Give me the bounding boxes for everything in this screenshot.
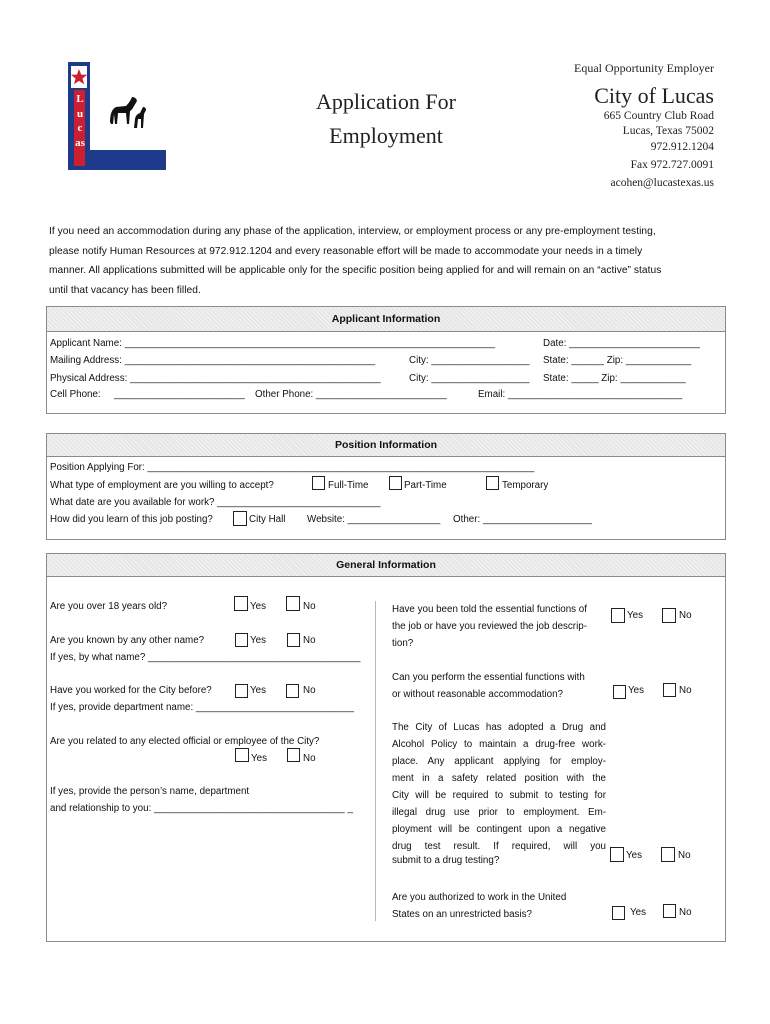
title-line-2: Employment bbox=[329, 123, 443, 148]
over-18-yes-checkbox[interactable] bbox=[234, 596, 248, 611]
position-information-section bbox=[46, 433, 726, 540]
temporary-label: Temporary bbox=[502, 480, 549, 491]
yes-label: Yes bbox=[250, 635, 266, 646]
related-yes-checkbox[interactable] bbox=[235, 748, 249, 762]
worked-before-yes-checkbox[interactable] bbox=[235, 684, 248, 698]
essential-functions-no-checkbox[interactable] bbox=[662, 608, 676, 623]
email-field[interactable]: Email: ________________________________ bbox=[478, 389, 683, 400]
applicant-information-section bbox=[46, 306, 726, 414]
accommodation-notice bbox=[49, 222, 721, 300]
known-by-no-checkbox[interactable] bbox=[287, 633, 300, 647]
physical-address-field[interactable]: Physical Address: ______________________________________________ bbox=[50, 373, 381, 384]
address-line-2: Lucas, Texas 75002 bbox=[622, 125, 714, 137]
work-authorization-question-line: Are you authorized to work in the United bbox=[392, 892, 567, 903]
drug-policy-line: drug test result. If required, will you bbox=[392, 841, 606, 852]
fax-number: Fax 972.727.0091 bbox=[630, 159, 714, 171]
drug-policy-line: submit to a drug testing? bbox=[392, 855, 500, 866]
perform-functions-question-line: Can you perform the essential functions with bbox=[392, 672, 585, 683]
essential-functions-question-line: tion? bbox=[392, 638, 414, 649]
related-no-checkbox[interactable] bbox=[287, 748, 300, 762]
work-authorization-question-line: States on an unrestricted basis? bbox=[392, 909, 532, 920]
drug-policy-line: Alcohol Policy to maintain a drug-free work- bbox=[392, 739, 606, 750]
yes-label: Yes bbox=[630, 907, 646, 918]
work-authorization-yes-checkbox[interactable] bbox=[612, 906, 625, 920]
yes-label: Yes bbox=[628, 685, 644, 696]
mailing-address-field[interactable]: Mailing Address: ______________________________________________ bbox=[50, 355, 376, 366]
no-label: No bbox=[678, 850, 691, 861]
drug-policy-line: City will be required to submit to testing for bbox=[392, 790, 606, 801]
address-line-1: 665 Country Club Road bbox=[603, 110, 714, 122]
job-posting-source-question: How did you learn of this job posting? bbox=[50, 514, 213, 525]
over-18-no-checkbox[interactable] bbox=[286, 596, 300, 611]
mailing-city-field[interactable]: City: __________________ bbox=[409, 355, 530, 366]
no-label: No bbox=[679, 907, 692, 918]
yes-label: Yes bbox=[627, 610, 643, 621]
no-label: No bbox=[303, 601, 316, 612]
title-line-1: Application For bbox=[316, 89, 456, 114]
city-hall-label: City Hall bbox=[249, 514, 286, 525]
other-phone-field[interactable]: Other Phone: ________________________ bbox=[255, 389, 447, 400]
related-question: Are you related to any elected official or employee of the City? bbox=[50, 736, 320, 747]
work-authorization-no-checkbox[interactable] bbox=[663, 904, 676, 918]
perform-functions-question-line: or without reasonable accommodation? bbox=[392, 689, 564, 700]
over-18-question: Are you over 18 years old? bbox=[50, 601, 168, 612]
notice-line: please notify Human Resources at 972.912.1204 and every reasonable effort will be made to accommodate your needs in a timely bbox=[49, 245, 643, 257]
drug-policy-line: ployment will be contingent upon a negative bbox=[392, 824, 606, 835]
full-time-label: Full-Time bbox=[328, 480, 369, 491]
mailing-state-zip-field[interactable]: State: ______ Zip: ____________ bbox=[543, 355, 692, 366]
physical-city-field[interactable]: City: __________________ bbox=[409, 373, 530, 384]
page-title bbox=[300, 85, 472, 153]
part-time-label: Part-Time bbox=[404, 480, 447, 491]
column-divider bbox=[375, 601, 376, 921]
yes-label: Yes bbox=[626, 850, 642, 861]
equal-opportunity-label: Equal Opportunity Employer bbox=[574, 61, 714, 75]
no-label: No bbox=[303, 685, 316, 696]
position-applying-for-field[interactable]: Position Applying For: _______________________________________________________________________ bbox=[50, 462, 535, 473]
contact-email: acohen@lucastexas.us bbox=[610, 177, 714, 189]
applicant-name-field[interactable]: Applicant Name: ____________________________________________________________________ bbox=[50, 338, 496, 349]
drug-policy-line: The City of Lucas has adopted a Drug and bbox=[392, 722, 606, 733]
other-source-field[interactable]: Other: ____________________ bbox=[453, 514, 592, 525]
essential-functions-yes-checkbox[interactable] bbox=[611, 608, 625, 623]
drug-testing-yes-checkbox[interactable] bbox=[610, 847, 624, 862]
no-label: No bbox=[679, 610, 692, 621]
known-by-yes-checkbox[interactable] bbox=[235, 633, 248, 647]
date-field[interactable]: Date: ________________________ bbox=[543, 338, 700, 349]
known-by-question: Are you known by any other name? bbox=[50, 635, 205, 646]
position-information-heading: Position Information bbox=[47, 434, 725, 457]
phone-number: 972.912.1204 bbox=[650, 141, 714, 153]
related-details-label: If yes, provide the person’s name, department bbox=[50, 786, 250, 797]
department-name-field[interactable]: If yes, provide department name: _____________________________ bbox=[50, 702, 354, 713]
essential-functions-question-line: the job or have you reviewed the job descrip- bbox=[392, 621, 587, 632]
drug-policy-line: place. Any applicant applying for employ- bbox=[392, 756, 606, 767]
drug-policy-line: ment in a safety related position with the bbox=[392, 773, 606, 784]
no-label: No bbox=[679, 685, 692, 696]
website-field[interactable]: Website: _________________ bbox=[307, 514, 441, 525]
cell-phone-label: Cell Phone: bbox=[50, 389, 101, 400]
city-name: City of Lucas bbox=[594, 83, 714, 108]
city-of-lucas-logo bbox=[68, 62, 166, 170]
perform-functions-yes-checkbox[interactable] bbox=[613, 685, 626, 699]
worked-before-no-checkbox[interactable] bbox=[286, 684, 299, 698]
cell-phone-field[interactable]: ________________________ bbox=[114, 389, 245, 400]
physical-state-zip-field[interactable]: State: _____ Zip: ____________ bbox=[543, 373, 686, 384]
city-hall-checkbox[interactable] bbox=[233, 511, 247, 526]
notice-line: If you need an accommodation during any phase of the application, interview, or employment process or any pre-employment testing, bbox=[49, 226, 656, 237]
available-date-field[interactable]: What date are you available for work? ______________________________ bbox=[50, 497, 381, 508]
no-label: No bbox=[303, 635, 316, 646]
worked-before-question: Have you worked for the City before? bbox=[50, 685, 212, 696]
yes-label: Yes bbox=[250, 685, 266, 696]
notice-line: until that vacancy has been filled. bbox=[49, 284, 201, 296]
applicant-information-heading: Applicant Information bbox=[47, 307, 725, 332]
general-information-section bbox=[46, 553, 726, 942]
employment-type-question: What type of employment are you willing to accept? bbox=[50, 480, 274, 491]
full-time-checkbox[interactable] bbox=[312, 476, 325, 490]
logo-text: Lucas bbox=[75, 93, 85, 149]
notice-line: manner. All applications submitted will be applicable only for the specific position being applied for and will remain on an “active” status bbox=[49, 265, 662, 276]
no-label: No bbox=[303, 753, 316, 764]
yes-label: Yes bbox=[250, 601, 266, 612]
drug-policy-line: illegal drug use prior to employment. Em- bbox=[392, 807, 606, 818]
part-time-checkbox[interactable] bbox=[389, 476, 402, 490]
essential-functions-question-line: Have you been told the essential functions of bbox=[392, 604, 587, 615]
temporary-checkbox[interactable] bbox=[486, 476, 499, 490]
perform-functions-no-checkbox[interactable] bbox=[663, 683, 676, 697]
other-name-field[interactable]: If yes, by what name? _______________________________________ bbox=[50, 652, 361, 663]
drug-testing-no-checkbox[interactable] bbox=[661, 847, 675, 862]
general-information-heading: General Information bbox=[47, 554, 725, 577]
relationship-field[interactable]: and relationship to you: ___________________________________ _ bbox=[50, 803, 353, 814]
yes-label: Yes bbox=[251, 753, 267, 764]
